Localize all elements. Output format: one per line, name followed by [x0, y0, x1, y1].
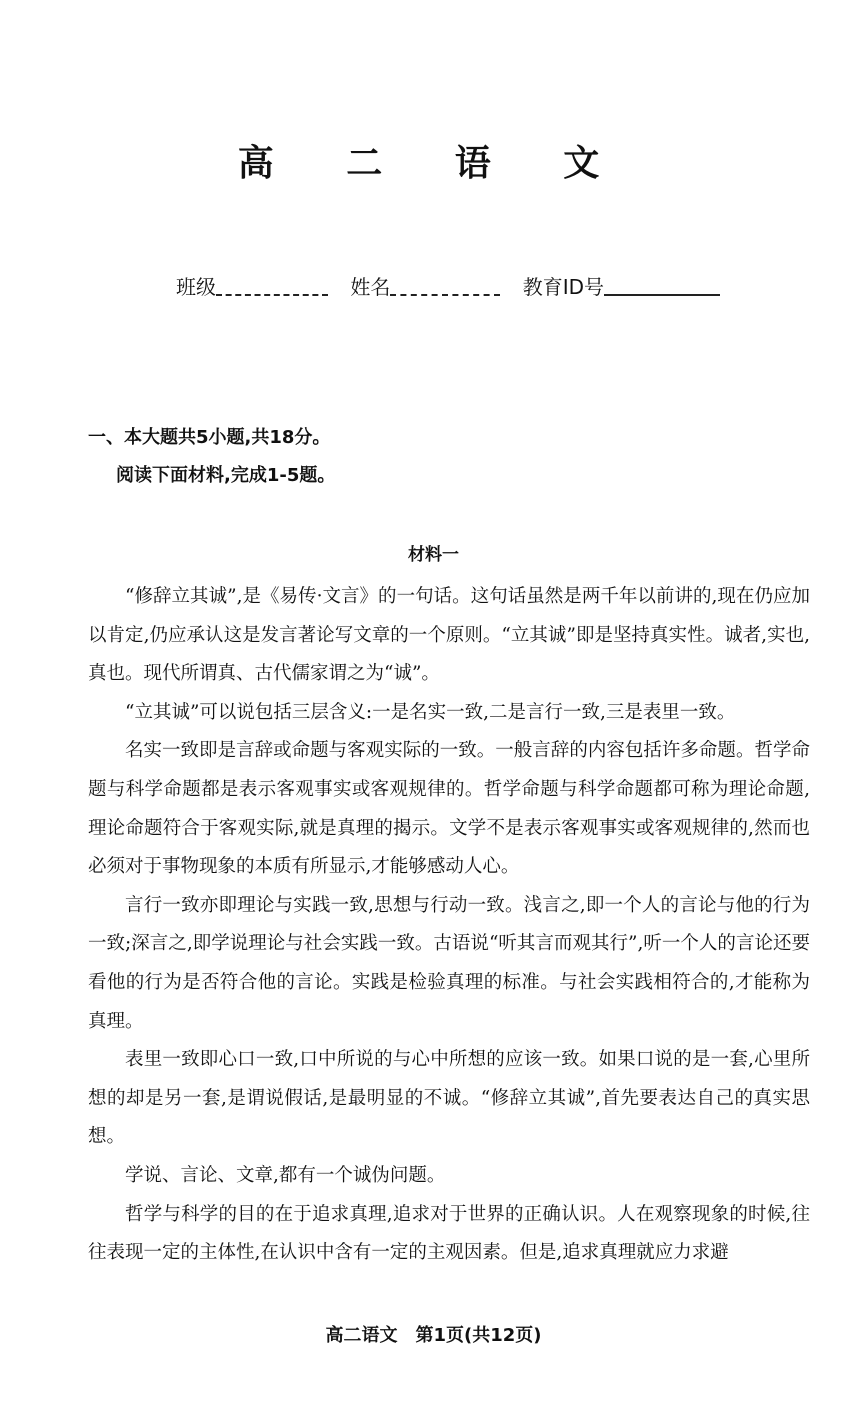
name-blank	[390, 274, 500, 296]
name-field	[350, 272, 500, 302]
material-body	[88, 578, 810, 1273]
section-heading: 一、本大题共5小题,共18分。	[88, 427, 331, 448]
paragraph: 言行一致亦即理论与实践一致,思想与行动一致。浅言之,即一个人的言论与他的行为一致;深言之,即学说理论与社会实践一致。古语说“听其言而观其行”,听一个人的言论还要看他的行为是否符合他的言论。实践是检验真理的标准。与社会实践相符合的,才能称为真理。	[88, 894, 810, 1032]
paragraph: “立其诚”可以说包括三层含义:一是名实一致,二是言行一致,三是表里一致。	[125, 701, 736, 723]
class-label: 班级	[176, 275, 216, 299]
id-label: 教育ID号	[522, 275, 605, 299]
id-blank	[604, 274, 720, 296]
page-title: 高 二 语 文	[237, 143, 630, 184]
section-instruction: 阅读下面材料,完成1-5题。	[116, 465, 336, 486]
class-field	[176, 272, 328, 302]
paragraph: 哲学与科学的目的在于追求真理,追求对于世界的正确认识。人在观察现象的时候,往往表现一定的主体性,在认识中含有一定的主观因素。但是,追求真理就应力求避	[88, 1203, 810, 1264]
paragraph: 表里一致即心口一致,口中所说的与心中所想的应该一致。如果口说的是一套,心里所想的却是另一套,是谓说假话,是最明显的不诚。“修辞立其诚”,首先要表达自己的真实思想。	[88, 1049, 810, 1148]
material-title: 材料一	[408, 545, 459, 565]
paragraph: 学说、言论、文章,都有一个诚伪问题。	[125, 1164, 446, 1186]
student-info-line	[176, 272, 776, 302]
id-field	[523, 272, 720, 302]
paragraph: “修辞立其诚”,是《易传·文言》的一句话。这句话虽然是两千年以前讲的,现在仍应加以肯定,仍应承认这是发言著论写文章的一个原则。“立其诚”即是坚持真实性。诚者,实也,真也。现代所谓真、古代儒家谓之为“诚”。	[88, 586, 810, 685]
name-label: 姓名	[350, 275, 391, 299]
class-blank	[216, 274, 328, 296]
paragraph: 名实一致即是言辞或命题与客观实际的一致。一般言辞的内容包括许多命题。哲学命题与科学命题都是表示客观事实或客观规律的。哲学命题与科学命题都可称为理论命题,理论命题符合于客观实际,就是真理的揭示。文学不是表示客观事实或客观规律的,然而也必须对于事物现象的本质有所显示,才能够感动人心。	[88, 740, 810, 878]
page-footer: 高二语文 第1页(共12页)	[325, 1325, 542, 1346]
